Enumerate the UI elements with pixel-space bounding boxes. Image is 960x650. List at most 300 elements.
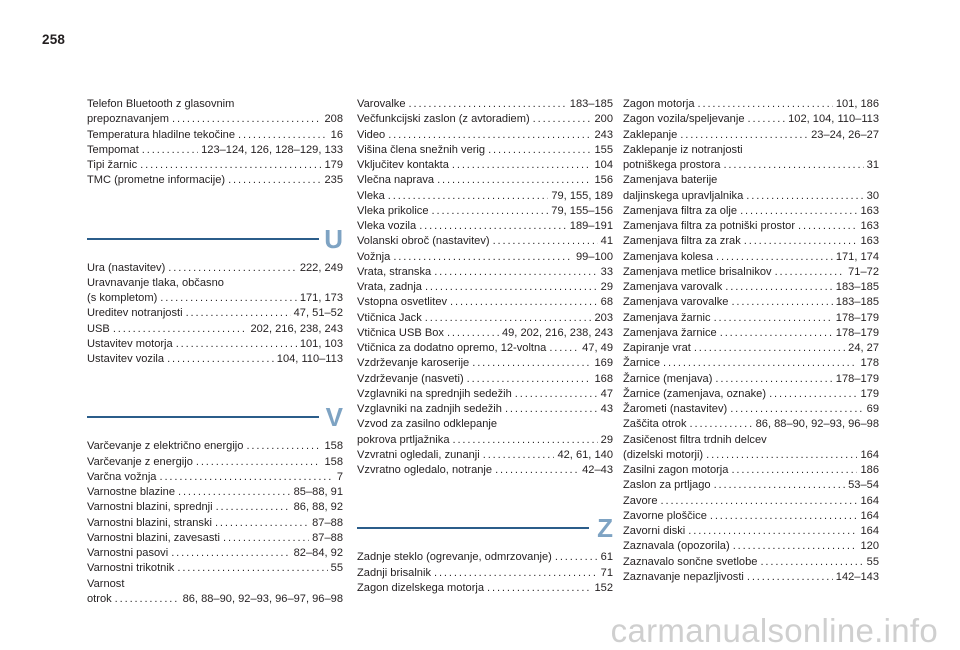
dot-leader xyxy=(434,566,598,581)
index-entry-row xyxy=(87,306,343,321)
index-entry xyxy=(623,509,879,524)
dot-leader xyxy=(223,531,309,546)
index-entry-text: Vtičnica Jack xyxy=(357,311,422,324)
index-entry-pages: 158 xyxy=(324,455,343,468)
index-entry xyxy=(87,470,343,485)
dot-leader xyxy=(740,204,857,219)
index-entry-text: Ureditev notranjosti xyxy=(87,307,183,320)
index-entry-pages: 235 xyxy=(324,174,343,187)
index-entry xyxy=(357,250,613,265)
index-entry-row xyxy=(357,265,613,280)
index-entry-row xyxy=(623,341,879,356)
index-entry-row xyxy=(623,448,879,463)
index-entry-row xyxy=(87,592,343,607)
index-entry-pages: 178–179 xyxy=(835,311,879,324)
index-column-3 xyxy=(623,97,879,585)
index-entry-pages: 183–185 xyxy=(835,281,879,293)
index-entry xyxy=(623,356,879,371)
index-entry-text: Ura (nastavitev) xyxy=(87,261,166,274)
index-entry-pages: 47, 49 xyxy=(582,342,613,354)
dot-leader xyxy=(714,311,833,326)
index-entry-row xyxy=(357,97,613,112)
dot-leader xyxy=(723,158,863,173)
dot-leader xyxy=(409,97,567,112)
dot-leader xyxy=(505,402,598,417)
index-entry-text: Varnostne blazine xyxy=(87,486,175,498)
dot-leader xyxy=(775,265,846,280)
index-entry-text: Vtičnica USB Box xyxy=(357,326,444,339)
index-entry-row xyxy=(623,265,879,280)
index-entry-row xyxy=(357,311,613,326)
section-letter: U xyxy=(324,223,343,254)
dot-leader xyxy=(661,494,858,509)
dot-leader xyxy=(515,387,598,402)
dot-leader xyxy=(115,592,180,607)
index-entry-text: Zapiranje vrat xyxy=(623,342,691,354)
index-entry xyxy=(623,97,879,112)
index-entry-text: Zagon motorja xyxy=(623,98,695,110)
index-entry-text: Varčevanje z električno energijo xyxy=(87,440,244,453)
index-entry-row xyxy=(357,448,613,463)
index-entry xyxy=(623,387,879,402)
index-entry-text: Video xyxy=(357,128,386,141)
dot-leader xyxy=(483,448,555,463)
index-entry-text: prepoznavanjem xyxy=(87,113,170,126)
index-entry-row xyxy=(623,219,879,234)
index-entry xyxy=(87,143,343,158)
index-entry xyxy=(623,128,879,143)
index-entry xyxy=(87,306,343,321)
index-entry-row xyxy=(357,219,613,234)
index-entry xyxy=(623,143,879,174)
index-entry xyxy=(357,448,613,463)
index-entry-pages: 169 xyxy=(594,357,613,370)
index-entry-text: Tempomat xyxy=(87,143,139,156)
dot-leader xyxy=(694,341,845,356)
index-entry xyxy=(623,478,879,493)
dot-leader xyxy=(663,356,857,371)
index-entry-lead: Vzvod za zasilno odklepanje xyxy=(357,418,497,431)
index-entry-text: Vzvratno ogledalo, notranje xyxy=(357,464,493,476)
index-entry-pages: 203 xyxy=(594,311,613,324)
index-entry-text: Varnostni pasovi xyxy=(87,547,169,559)
index-entry-row xyxy=(623,128,879,143)
index-entry xyxy=(357,265,613,280)
index-entry-text: Ustavitev motorja xyxy=(87,337,173,350)
dot-leader xyxy=(168,261,297,276)
index-entry xyxy=(623,372,879,387)
dot-leader xyxy=(706,448,857,463)
index-entry-text: Vzglavniki na sprednjih sedežih xyxy=(357,387,512,400)
dot-leader xyxy=(769,387,857,402)
dot-leader xyxy=(710,509,858,524)
index-entry xyxy=(623,494,879,509)
index-entry-text: potniškega prostora xyxy=(623,159,721,171)
dot-leader xyxy=(172,112,321,127)
dot-leader xyxy=(733,539,858,554)
index-entry xyxy=(623,326,879,341)
index-entry-pages: 68 xyxy=(600,296,613,309)
index-entry-pages: 222, 249 xyxy=(299,261,343,274)
index-entry xyxy=(623,463,879,478)
index-entry-row xyxy=(623,234,879,249)
index-entry-row xyxy=(87,158,343,173)
index-entry-pages: 7 xyxy=(336,470,343,483)
index-entry xyxy=(623,173,879,204)
index-entry xyxy=(357,112,613,127)
dot-leader xyxy=(186,306,291,321)
dot-leader xyxy=(447,326,499,341)
index-entry-pages: 168 xyxy=(594,372,613,385)
index-entry-pages: 186 xyxy=(860,464,879,476)
index-entry xyxy=(357,158,613,173)
index-entry-row xyxy=(623,97,879,112)
section-divider xyxy=(87,238,319,240)
index-entry-text: Varnostni blazini, stranski xyxy=(87,516,212,529)
index-entry-text: Zaklepanje xyxy=(623,128,678,141)
index-entry-pages: 183–185 xyxy=(835,296,879,309)
index-entry-text: Vrata, stranska xyxy=(357,265,432,278)
index-entry-row xyxy=(87,261,343,276)
index-entry-text: Žarnice (zamenjava, oznake) xyxy=(623,387,767,400)
index-entry-text: Zaznavanje nepazljivosti xyxy=(623,570,744,583)
index-entry-pages: 179 xyxy=(860,387,879,400)
index-entry-lead: Zamenjava baterije xyxy=(623,174,718,187)
index-entry-pages: 55 xyxy=(330,562,343,575)
index-entry xyxy=(357,280,613,295)
index-entry-text: (s kompletom) xyxy=(87,292,158,304)
index-entry xyxy=(87,485,343,500)
index-entry-lead: Zaklepanje iz notranjosti xyxy=(623,143,743,156)
index-entry-row xyxy=(623,356,879,371)
dot-leader xyxy=(437,173,591,188)
index-entry-row xyxy=(357,433,613,448)
index-entry-text: Višina člena snežnih verig xyxy=(357,143,486,156)
index-entry-row xyxy=(357,326,613,341)
index-entry-text: Zamenjava filtra za potniški prostor xyxy=(623,220,796,232)
index-entry-text: Zadnji brisalnik xyxy=(357,566,431,579)
index-entry-text: daljinskega upravljalnika xyxy=(623,189,744,202)
index-entry xyxy=(357,128,613,143)
index-entry-pages: 104 xyxy=(594,159,613,171)
index-entry-row xyxy=(623,372,879,387)
dot-leader xyxy=(167,352,274,367)
index-entry-pages: 163 xyxy=(860,220,879,232)
index-entry xyxy=(357,173,613,188)
index-entry-pages: 156 xyxy=(594,174,613,187)
index-entry-pages: 71 xyxy=(600,566,613,579)
index-entry-row xyxy=(87,337,343,352)
index-entry-pages: 71–72 xyxy=(848,265,879,278)
dot-leader xyxy=(472,356,591,371)
index-entry-text: Vzvratni ogledali, zunanji xyxy=(357,448,480,461)
index-entry-lead: Varnost xyxy=(87,577,125,590)
index-entry-text: Zaznavala (opozorila) xyxy=(623,540,730,553)
index-entry-text: Zamenjava kolesa xyxy=(623,250,714,263)
index-entry-row xyxy=(87,173,343,188)
index-entry-pages: 82–84, 92 xyxy=(293,547,343,559)
index-entry xyxy=(623,311,879,326)
index-entry xyxy=(87,577,343,608)
index-entry-text: Vleka vozila xyxy=(357,220,417,232)
index-entry-pages: 42–43 xyxy=(582,464,613,476)
index-entry-pages: 164 xyxy=(860,494,879,507)
dot-leader xyxy=(747,570,833,585)
index-entry-text: Vleka xyxy=(357,189,385,202)
index-entry-pages: 31 xyxy=(866,159,879,171)
dot-leader xyxy=(730,402,863,417)
index-entry-pages: 104, 110–113 xyxy=(276,353,343,365)
index-entry-row xyxy=(357,295,613,310)
index-entry-pages: 86, 88, 92 xyxy=(293,501,343,514)
index-entry-pages: 178–179 xyxy=(835,372,879,385)
section-letter: Z xyxy=(597,513,613,544)
index-entry-pages: 23–24, 26–27 xyxy=(811,128,879,141)
index-entry-row xyxy=(357,112,613,127)
index-entry-row xyxy=(623,387,879,402)
index-entry xyxy=(357,356,613,371)
index-entry-pages: 163 xyxy=(860,204,879,217)
index-entry-text: Vzdrževanje (nasveti) xyxy=(357,372,464,385)
index-entry-text: Vožnja xyxy=(357,250,391,263)
index-entry xyxy=(623,555,879,570)
index-entry xyxy=(357,311,613,326)
index-entry xyxy=(623,402,879,417)
index-entry xyxy=(357,234,613,249)
index-entry-pages: 171, 174 xyxy=(835,250,879,263)
dot-leader xyxy=(715,372,832,387)
index-entry-pages: 29 xyxy=(600,433,613,446)
index-entry xyxy=(87,561,343,576)
index-entry-pages: 178–179 xyxy=(835,326,879,339)
index-column-2 xyxy=(357,97,613,596)
index-entry-row xyxy=(357,463,613,478)
index-entry-text: Zamenjava žarnic xyxy=(623,311,711,324)
index-entry xyxy=(357,341,613,356)
index-entry-lead: Telefon Bluetooth z glasovnim xyxy=(87,98,235,110)
index-entry-row xyxy=(623,570,879,585)
section-letter: V xyxy=(325,402,343,433)
index-entry xyxy=(87,173,343,188)
dot-leader xyxy=(555,550,598,565)
index-entry-text: Temperatura hladilne tekočine xyxy=(87,128,236,141)
index-entry xyxy=(87,261,343,276)
index-entry-row xyxy=(357,402,613,417)
index-entry xyxy=(357,387,613,402)
index-entry-text: Vtičnica za dodatno opremo, 12-voltna xyxy=(357,342,547,354)
index-entry-row xyxy=(87,128,343,143)
index-entry-pages: 47, 51–52 xyxy=(293,307,343,320)
index-column-1 xyxy=(87,97,343,607)
index-entry-row xyxy=(623,189,879,204)
dot-leader xyxy=(450,295,598,310)
index-entry-text: Varnostni blazini, zavesasti xyxy=(87,531,220,544)
index-entry-row xyxy=(357,143,613,158)
index-entry-text: TMC (prometne informacije) xyxy=(87,174,226,187)
index-entry-text: Zamenjava filtra za zrak xyxy=(623,235,741,248)
index-entry-pages: 171, 173 xyxy=(299,292,343,304)
dot-leader xyxy=(488,143,591,158)
index-entry-row xyxy=(357,234,613,249)
index-entry-pages: 142–143 xyxy=(835,570,879,583)
index-entry-text: Varnostni blazini, sprednji xyxy=(87,501,213,514)
index-entry xyxy=(623,265,879,280)
index-entry-pages: 85–88, 91 xyxy=(293,486,343,498)
index-entry xyxy=(623,524,879,539)
dot-leader xyxy=(688,524,857,539)
dot-leader xyxy=(177,561,327,576)
index-entry-row xyxy=(623,326,879,341)
index-entry-row xyxy=(357,387,613,402)
index-entry-pages: 43 xyxy=(600,403,613,415)
index-entry xyxy=(357,189,613,204)
index-entry-pages: 69 xyxy=(866,403,879,415)
dot-leader xyxy=(171,546,290,561)
index-entry-row xyxy=(87,546,343,561)
index-entry-text: Varčna vožnja xyxy=(87,470,157,483)
index-entry xyxy=(87,97,343,128)
index-entry-text: Ustavitev vozila xyxy=(87,353,165,365)
index-entry-pages: 55 xyxy=(866,555,879,568)
dot-leader xyxy=(487,581,591,596)
index-entry-text: (dizelski motorji) xyxy=(623,448,704,461)
index-entry-row xyxy=(87,531,343,546)
index-entry-text: Vzdrževanje karoserije xyxy=(357,357,470,370)
index-entry-text: Vstopna osvetlitev xyxy=(357,296,448,309)
index-entry-text: Zavorne ploščice xyxy=(623,509,707,522)
index-entry xyxy=(87,352,343,367)
index-entry-pages: 189–191 xyxy=(569,220,613,232)
index-entry-text: Zamenjava metlice brisalnikov xyxy=(623,265,772,278)
index-entry-row xyxy=(87,143,343,158)
index-entry-text: Žarnice (menjava) xyxy=(623,372,713,385)
index-entry xyxy=(357,372,613,387)
index-entry xyxy=(87,128,343,143)
index-entry-row xyxy=(357,372,613,387)
index-entry-row xyxy=(623,494,879,509)
index-entry-row xyxy=(357,173,613,188)
index-entry-pages: 79, 155–156 xyxy=(551,204,613,217)
dot-leader xyxy=(493,234,598,249)
index-entry-row xyxy=(623,417,879,432)
index-entry-lead: Uravnavanje tlaka, občasno xyxy=(87,276,224,289)
dot-leader xyxy=(215,516,309,531)
index-entry-row xyxy=(87,112,343,127)
index-entry-pages: 208 xyxy=(324,113,343,126)
index-entry-row xyxy=(357,280,613,295)
section-divider xyxy=(357,527,589,529)
index-entry-text: Žarnice xyxy=(623,357,660,370)
index-entry-row xyxy=(357,204,613,219)
index-entry xyxy=(87,455,343,470)
index-entry-pages: 41 xyxy=(600,235,613,248)
dot-leader xyxy=(467,372,592,387)
dot-leader xyxy=(720,326,833,341)
index-entry-row xyxy=(87,470,343,485)
dot-leader xyxy=(434,265,597,280)
index-entry-pages: 61 xyxy=(600,551,613,564)
index-entry xyxy=(623,295,879,310)
dot-leader xyxy=(160,291,297,306)
index-entry-text: Vlečna naprava xyxy=(357,174,435,187)
index-entry-row xyxy=(357,158,613,173)
index-entry xyxy=(357,295,613,310)
index-entry-row xyxy=(623,555,879,570)
index-entry-text: Večfunkcijski zaslon (z avtoradiem) xyxy=(357,113,530,126)
index-entry-pages: 16 xyxy=(330,128,343,141)
index-entry-text: Zavorni diski xyxy=(623,525,686,537)
index-entry xyxy=(357,463,613,478)
dot-leader xyxy=(731,463,857,478)
dot-leader xyxy=(714,478,846,493)
index-entry-row xyxy=(623,280,879,295)
dot-leader xyxy=(698,97,833,112)
index-entry-text: Zagon vozila/speljevanje xyxy=(623,113,745,126)
index-entry-text: Zavore xyxy=(623,494,658,507)
index-entry-pages: 47 xyxy=(600,387,613,400)
index-entry-row xyxy=(623,204,879,219)
index-entry-pages: 243 xyxy=(594,128,613,141)
section-header xyxy=(357,510,613,546)
index-entry-text: Žarometi (nastavitev) xyxy=(623,403,728,415)
index-entry-row xyxy=(357,356,613,371)
index-entry-text: Vrata, zadnja xyxy=(357,281,422,293)
dot-leader xyxy=(453,433,598,448)
index-entry-row xyxy=(623,311,879,326)
index-entry-pages: 158 xyxy=(324,440,343,453)
index-entry xyxy=(87,531,343,546)
index-entry-row xyxy=(623,402,879,417)
index-entry xyxy=(623,204,879,219)
index-entry xyxy=(623,219,879,234)
dot-leader xyxy=(452,158,592,173)
index-entry-pages: 53–54 xyxy=(848,479,879,492)
dot-leader xyxy=(744,234,858,249)
dot-leader xyxy=(246,439,321,454)
index-entry-row xyxy=(87,455,343,470)
index-entry-text: Varnostni trikotnik xyxy=(87,562,175,575)
index-entry-row xyxy=(357,581,613,596)
dot-leader xyxy=(216,500,291,515)
dot-leader xyxy=(388,128,591,143)
index-entry-row xyxy=(87,322,343,337)
dot-leader xyxy=(432,204,549,219)
index-entry-pages: 164 xyxy=(860,525,879,537)
index-entry-pages: 86, 88–90, 92–93, 96–97, 96–98 xyxy=(182,592,343,605)
index-entry-text: Zamenjava varovalke xyxy=(623,296,729,309)
index-entry-text: otrok xyxy=(87,592,112,605)
index-entry-pages: 101, 186 xyxy=(835,98,879,110)
index-entry-pages: 49, 202, 216, 238, 243 xyxy=(501,326,613,339)
index-entry xyxy=(357,550,613,565)
index-entry-pages: 101, 103 xyxy=(299,337,343,350)
index-entry xyxy=(623,570,879,585)
index-entry-row xyxy=(87,291,343,306)
index-entry xyxy=(623,417,879,432)
index-entry-row xyxy=(623,524,879,539)
index-entry xyxy=(87,322,343,337)
dot-leader xyxy=(680,128,808,143)
index-entry xyxy=(623,539,879,554)
index-entry-row xyxy=(623,250,879,265)
index-entry xyxy=(87,546,343,561)
section-divider xyxy=(87,416,319,418)
index-entry xyxy=(357,326,613,341)
dot-leader xyxy=(731,295,832,310)
index-entry xyxy=(623,250,879,265)
index-entry-pages: 120 xyxy=(860,540,879,553)
dot-leader xyxy=(196,455,322,470)
